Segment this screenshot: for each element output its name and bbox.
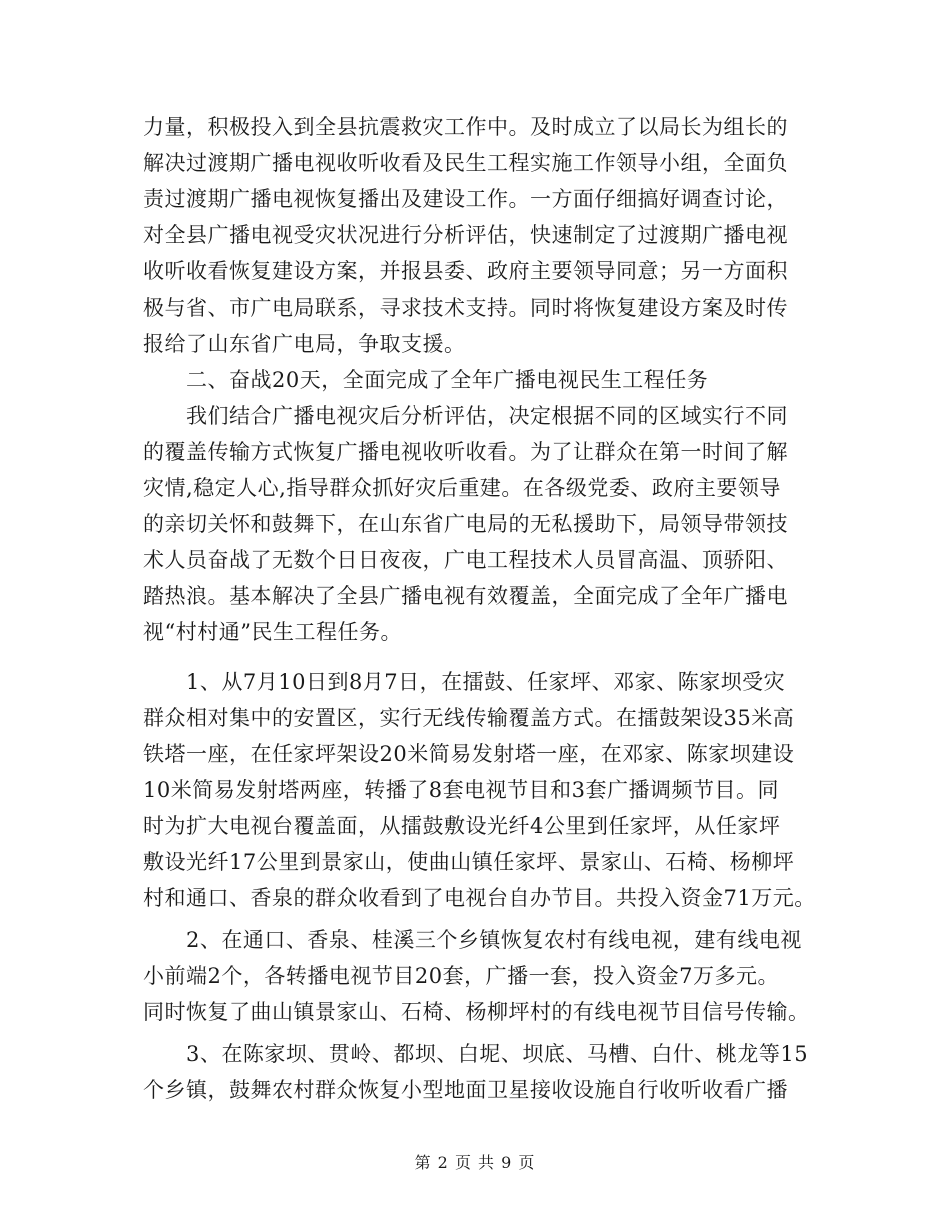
text-line: 时为扩大电视台覆盖面，从擂鼓敷设光纤4公里到任家坪，从任家坪 (143, 814, 781, 838)
text-line: 个乡镇，鼓舞农村群众恢复小型地面卫星接收设施自行收听收看广播 (143, 1078, 788, 1102)
text-line: 我们结合广播电视灾后分析评估，决定根据不同的区域实行不同 (186, 404, 788, 428)
text-line: 2、在通口、香泉、桂溪三个乡镇恢复农村有线电视，建有线电视 (186, 928, 802, 952)
text-line: 村和通口、香泉的群众收看到了电视台自办节目。共投入资金71万元。 (143, 886, 816, 910)
text-line: 责过渡期广播电视恢复播出及建设工作。一方面仔细搞好调查讨论， (143, 187, 788, 211)
text-line: 视“村村通”民生工程任务。 (143, 620, 402, 644)
text-line: 报给了山东省广电局，争取支援。 (143, 332, 466, 356)
text-line: 敷设光纤17公里到景家山，使曲山镇任家坪、景家山、石椅、杨柳坪 (143, 850, 795, 874)
text-line: 灾情,稳定人心,指导群众抓好灾后重建。在各级党委、政府主要领导 (143, 476, 781, 500)
text-line: 极与省、市广电局联系，寻求技术支持。同时将恢复建设方案及时传 (143, 296, 788, 320)
text-line: 群众相对集中的安置区，实行无线传输覆盖方式。在擂鼓架设35米高 (143, 706, 795, 730)
text-line: 对全县广播电视受灾状况进行分析评估，快速制定了过渡期广播电视 (143, 223, 788, 247)
text-line: 铁塔一座，在任家坪架设20米简易发射塔一座，在邓家、陈家坝建设 (143, 742, 795, 766)
text-line: 1、从7月10日到8月7日，在擂鼓、任家坪、邓家、陈家坝受灾 (186, 670, 786, 694)
text-line: 小前端2个，各转播电视节目20套，广播一套，投入资金7万多元。 (143, 964, 779, 988)
text-line: 的亲切关怀和鼓舞下，在山东省广电局的无私援助下，局领导带领技 (143, 512, 788, 536)
page-number-footer: 第 2 页 共 9 页 (414, 1153, 536, 1172)
text-line: 10米简易发射塔两座，转播了8套电视节目和3套广播调频节目。同 (143, 778, 779, 802)
text-line: 的覆盖传输方式恢复广播电视收听收看。为了让群众在第一时间了解 (143, 440, 788, 464)
text-line: 力量，积极投入到全县抗震救灾工作中。及时成立了以局长为组长的 (143, 115, 788, 139)
text-line: 3、在陈家坝、贯岭、都坝、白坭、坝底、马槽、白什、桃龙等15 (186, 1042, 809, 1066)
text-line: 术人员奋战了无数个日日夜夜，广电工程技术人员冒高温、顶骄阳、 (143, 548, 788, 572)
text-line: 解决过渡期广播电视收听收看及民生工程实施工作领导小组，全面负 (143, 151, 788, 175)
text-line: 同时恢复了曲山镇景家山、石椅、杨柳坪村的有线电视节目信号传输。 (143, 1000, 810, 1024)
section-heading: 二、奋战20天，全面完成了全年广播电视民生工程任务 (186, 368, 709, 392)
text-line: 收听收看恢复建设方案，并报县委、政府主要领导同意；另一方面积 (143, 259, 788, 283)
text-line: 踏热浪。基本解决了全县广播电视有效覆盖，全面完成了全年广播电 (143, 584, 788, 608)
